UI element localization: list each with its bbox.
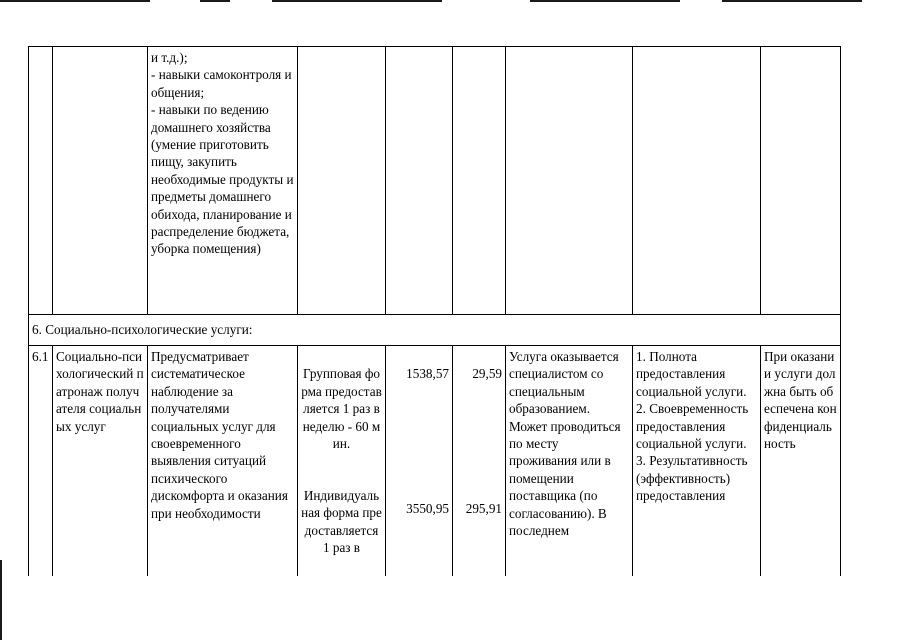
service-number: 6.1 xyxy=(29,346,53,576)
description-cell: и т.д.); - навыки самоконтроля и общения; - навыки по ведению домашнего хозяйства (умение приготовить пищу, закупить необходимые продукты и предметы домашнего обихода, планирование и распределение бюджета, уборка помещения) xyxy=(148,47,298,315)
cell-empty xyxy=(298,47,386,315)
service-description: Предусматривает систематическое наблюдение за получателями социальных услуг для своевременного выявления ситуаций психического дискомфорта и оказания при необходимости xyxy=(148,346,298,576)
section-header-row xyxy=(29,315,841,346)
service-conditions: Услуга оказывается специалистом со специальным образованием. Может проводиться по месту проживания или в помещении поставщика (по согласованию). В последнем xyxy=(506,346,633,576)
scan-artifact xyxy=(530,0,680,2)
scan-artifact xyxy=(200,0,230,2)
cell-empty xyxy=(453,47,506,315)
service-name: Социально-психологический патронаж получателя социальных услуг xyxy=(53,346,148,576)
price2-individual: 295,91 xyxy=(465,501,502,517)
scan-edge xyxy=(0,560,2,640)
form-individual-text: Индивидуальная форма предоставляется 1 раз в xyxy=(301,487,382,556)
price2-cell xyxy=(453,346,506,576)
cell-empty xyxy=(386,47,453,315)
price2-group: 29,59 xyxy=(472,366,502,382)
cell-empty xyxy=(29,47,53,315)
form-group-text: Групповая форма предоставляется 1 раз в неделю - 60 мин. xyxy=(301,366,382,452)
scan-artifact xyxy=(722,0,862,2)
service-form-cell xyxy=(298,346,386,576)
price-group: 1538,57 xyxy=(406,366,449,382)
price-individual: 3550,95 xyxy=(406,501,449,517)
price-cell xyxy=(386,346,453,576)
table-row-continued xyxy=(29,47,841,315)
services-table xyxy=(28,46,841,576)
table-row xyxy=(29,346,841,576)
cell-empty xyxy=(506,47,633,315)
cell-empty xyxy=(761,47,841,315)
cell-empty xyxy=(633,47,761,315)
section-title: 6. Социально-психологические услуги: xyxy=(29,315,841,346)
cell-empty xyxy=(53,47,148,315)
service-quality: 1. Полнота предоставления социальной услуги. 2. Своевременность предоставления социальной услуги. 3. Результативность (эффективность) предоставления xyxy=(633,346,761,576)
service-note: При оказании услуги должна быть обеспечена конфиденциальность xyxy=(761,346,841,576)
scan-artifact xyxy=(0,0,150,2)
scan-artifact xyxy=(272,0,442,2)
